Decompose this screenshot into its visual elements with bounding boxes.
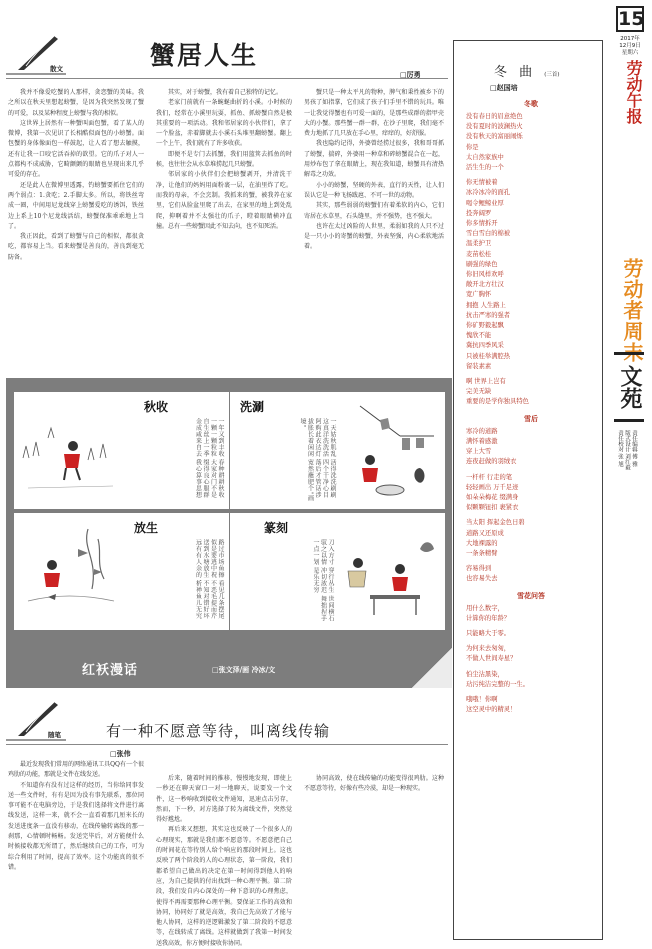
poem-line: 连夜赶做的羽绒衣 [466, 458, 517, 466]
poem-section-heading: 雪花问答 [517, 591, 545, 600]
poem-count: (三首) [544, 72, 560, 78]
paragraph: 也许在太过凶险的人世里，柔弱如我的人只不过是一只小小的寄蟹的螃蟹，外表坚强，内心柔软地活着。 [304, 222, 444, 251]
poem-section [466, 604, 596, 716]
article-title: 有一种不愿意等待，叫离线传输 [106, 722, 331, 740]
poem-line: 当太阳 挥起金色日碧 [466, 519, 525, 527]
comic-card [230, 513, 445, 630]
verse-line: 我心算事思想 [194, 459, 202, 499]
comic-series-title: 红袄漫话 [82, 663, 139, 678]
verse-line: 一年又到丰收 [217, 418, 224, 457]
poem-section [466, 427, 596, 585]
paragraph: 不知道你有没有过这样的经历，当你给同事发送一些文件时，有有是因为没有事先联系，那位同事可能不在电脑旁边，于是我们选择将文件进行离线发送，这样一来，就不会一直看着那几厘米长的发送进度条一直没有移动，在线传输转离线的那一刹那，心情顿时畅畅。发送完毕后，对方能便什么时候接收都无所谓了，然后继续自己的工作，可为综合利用了时间，提高了效率。这个功能真的很不错。 [8, 781, 144, 871]
poem-line: 重要的是学你独具特色 [466, 398, 529, 406]
poem-line: 你矿野毅起飘 [466, 322, 504, 330]
paragraph: 最近发现我们常用的网络通讯工具QQ有一个很鸡肋的功能，那就是文件在线发送。 [8, 761, 144, 779]
poem-line: 这空灵中的精灵！ [466, 706, 517, 714]
verse-line: 缀得良心服群 [202, 459, 209, 499]
article-author: □厉勇 [400, 70, 421, 79]
paragraph: 我正因此，看到了螃蟹与自己的相似，都很贪吃，都容易上当。看来螃蟹是善良的，善良到毫无防备。 [8, 233, 144, 261]
poem-line: 满怀着感激 [466, 437, 498, 445]
paragraph: 还是此人在微博里透露，钓螃蟹要抓住它们的两个弱点：1.贪吃；2.手脚太多。所以，将铁丝弯成一圈，中间用尼龙线穿上螃蟹爱吃的诱饵，铁丝边上系上10个尼龙线活结，螃蟹保准乖乖地上当了。 [8, 181, 144, 230]
comic-illustration [330, 519, 440, 624]
poem-line: 冰冷冰冷的面孔 [466, 189, 511, 197]
article2-body-col-1 [8, 760, 144, 940]
comic-card-title: 篆刻 [264, 521, 289, 535]
editor-line: 责任校对 张 旭 [617, 430, 623, 467]
poem-box [453, 40, 603, 940]
verse-line: 金成咸来自去 [194, 418, 202, 457]
comic-verse [254, 539, 334, 627]
comic-card-title: 洗涮 [240, 400, 265, 414]
poem-line: 啊 世界上岂有 [466, 378, 506, 386]
verse-line: 一颗一颗粒粒 [209, 418, 217, 457]
verse-line: 落后才管话涉 [314, 459, 321, 499]
poem-line: 大地裸露的 [466, 539, 498, 547]
poem-line: 敞开北方壮汉 [466, 281, 504, 289]
poem-line: 你是 [466, 143, 479, 151]
poem-body [466, 99, 596, 715]
verse-line: 世间横石 [327, 595, 334, 622]
article-tag: 散文 [50, 65, 63, 73]
verse-line: 不知对错好坏 [202, 580, 209, 620]
comic-illustration [18, 519, 118, 624]
comic-verse [124, 539, 224, 627]
poem-author: □赵国培 [490, 83, 518, 92]
poem-line: 计算你的年龄？ [466, 614, 511, 622]
article-tag: 随笔 [48, 731, 61, 739]
article-body-col-1 [8, 88, 144, 373]
date-day: 12月9日 [619, 43, 641, 49]
poem-line: 喝令鲤鲸业厚 [466, 199, 504, 207]
editor-line: 版式设计 刘红毅 [624, 430, 630, 471]
verse-line: 一天姑秋肌乱 [329, 418, 336, 457]
paragraph: 邻居家的小伙伴们会把螃蟹剥开，并清洗干净，让他们的妈妈用面粉裹一层，在油里炸了吃。而我的母亲，不会烹制。我抓来的蟹，被我养在家里，它们从脸盆里爬了出去，在家里的地上到处乱爬，抑啊着并不太强壮的爪子，瞪着眼睛横冲直撞。总有一些螃蟹因此不知去向，也不知死活。 [156, 171, 292, 230]
paragraph: 蟹只是一种太平凡的物种，脾气和秉性被乡下的男孩了如指掌，它们成了孩子们手里不错的玩具。唯一让我觉得蟹也有可爱一面的，是那些成群的指甲壳大的小蟹。那些蟹一群一群，在沙子里爬，我们毫不费力地抓了几只放在手心里，痒痒的，好舒服。 [304, 89, 444, 138]
poem-line: 穿上大雪 [466, 448, 492, 456]
paragraph: 即便不是专门去抓蟹，我们用篮箕去抓鱼的时候，也往往会从水草堆捞起几只螃蟹。 [156, 150, 292, 169]
section-sub-title: 文苑 [614, 352, 644, 422]
poem-line: 不做人世间寿星？ [466, 655, 517, 663]
weekday: 星期六 [621, 50, 639, 56]
comic-verse [124, 418, 224, 506]
poem-line: 愧欣不能 [466, 332, 492, 340]
article-title: 蟹居人生 [150, 41, 259, 70]
poem-line: 一杆杆 行走的笔 [466, 473, 513, 481]
article-body-col-2 [156, 88, 292, 373]
verse-line: 看见几条摆尾 [217, 580, 224, 620]
paragraph: 小小的螃蟹，坚硬的外表，直行的天性，让人们误认它是一种飞扬跋扈、不可一世的动物。 [304, 181, 444, 199]
comic-card [14, 513, 229, 630]
verse-line: 析禅鱼儿无究 [194, 580, 202, 620]
poem-line: 寒冷的道路 [466, 427, 498, 435]
poem-line: 你无情被着 [466, 179, 498, 187]
section-main-title: 劳动者周末 [620, 258, 644, 363]
poem-section-heading: 雪后 [524, 414, 538, 423]
verse-line: 刀入方寸 [327, 539, 334, 565]
editor-credits [616, 430, 637, 510]
verse-line: 宽然蘸肥个"画境" [299, 418, 314, 502]
verse-line: 舞拙捏手 [319, 595, 327, 622]
poem-line: 活生生的一个 [466, 164, 504, 172]
verse-line: 似是要逃中祝 [209, 539, 217, 578]
poem-line: 你多情拆开 [466, 220, 498, 228]
editor-line: 责任编辑 傅 雅 [631, 430, 637, 467]
article-body-col-3 [304, 88, 444, 373]
article2-body-col-3 [304, 774, 444, 940]
comic-card [230, 392, 445, 509]
paragraph: 后来，随着时间的推移，慢慢地发现，即使上一秒还在聊天窗口一对一地聊天，说要发一个文件，这一秒响收到接收文件通知，迅速点击另存，然而，下一秒，对方选择了转为离线文件，突然觉得好尴尬。 [156, 775, 292, 824]
verse-line: 自生丝上一季 [202, 418, 209, 457]
paragraph: 老家门前就有一条蜿蜒曲折的小溪。小时候的我们，经常在小溪里玩耍，抓鱼、抓螃蟹自然是极其重要的一项活动。我和邻居家的小伙伴们，拿了一个脸盆，赤着脚就去小溪石头堆里翻螃蟹。翻上一个上午，我们就有了许多收获。 [156, 99, 292, 148]
verse-line: 是乐无穷 [312, 567, 319, 594]
divider [6, 744, 448, 745]
verse-line: 一点一划 [312, 539, 319, 565]
verse-line: 阿购此衣达灯 [314, 418, 321, 457]
poem-line: 只能略大于零。 [466, 629, 511, 637]
article2-body-col-2 [156, 774, 292, 947]
verse-line: 春种耕耕秋收 [217, 459, 224, 499]
verse-line: 驭之以情 [319, 539, 327, 565]
verse-line: 这真洋洗洗活 [321, 418, 329, 457]
poem-line: 容易得到 [466, 565, 492, 573]
poem-line: 拥抱 人生路上 [466, 301, 506, 309]
paragraph: 再后来又想想，其实这也反映了一个很多人的心理现实，那就是我们都不愿意等。不愿意把自己的时间花在等待别人给个响应的那段时间上。这也反映了两个阶段的人的心理状态，第一阶段，我们都希望自己做出的决定在第一时间得到他人的响应，为自己提供的付出找到一种心理平衡。第二阶段，我们发自内心深处的一种下意识的心理焦虑，使得不再需要那种心理平衡。要保证工作的高效和协同，协同好了就是高效，我自己先高效了才能与他人协同，这样的逆逻辑激发了第二阶段的不愿意等，在线转成了离线。这样就做到了我第一时间发送我高效，你方便时接收你协同。 [156, 826, 292, 947]
poem-line: 你旧风样欢呼 [466, 271, 504, 279]
poem-line: 雪白雪白的棉被 [466, 230, 511, 238]
poem-title [494, 61, 560, 80]
comic-card-title: 秋收 [144, 400, 169, 414]
paragraph: 我并不像爱吃蟹的人那样，贪恋蟹的美味。我之所以在秋天里想起螃蟹，是因为我突然发现了蟹的可爱，以及某种程度上螃蟹与我的相似。 [8, 89, 144, 117]
poem-line: 一条条精臂 [466, 549, 498, 557]
poem-line: 冀抗四季风采 [466, 342, 504, 350]
poem-line: 宽广胸怀 [466, 291, 492, 299]
poem-line: 没有春日的眉意绝色 [466, 113, 523, 120]
verse-line: 路过市场鱼擦 [217, 539, 224, 578]
comic-card [14, 392, 229, 509]
poem-line: 太自然家族中 [466, 153, 504, 161]
poem-line: 如朵朵梅花 缀满身 [466, 493, 519, 501]
poem-line: 没有夏时的波澜热火 [466, 123, 523, 131]
comic-card-title: 放生 [134, 521, 159, 535]
comic-credit: □张文泽/画 冷冰/文 [212, 665, 276, 674]
verse-line: 四个干净心目 [321, 459, 329, 499]
poem-line: 抗击严寒的强者 [466, 311, 511, 319]
poem-section [466, 112, 596, 408]
paragraph: 我也隐约记得，外婆曾经捞过很多，我和哥哥抓了螃蟹，揣碎，外婆用一种草和碎螃蟹混合在一起，用炒布包了拿在眼睛上，现在我知道，螃蟹具有清热解毒之功效。 [304, 140, 444, 179]
newspaper-brand: 劳动午报 [624, 60, 643, 124]
verse-line: 冲切浓迟 [319, 567, 327, 594]
poem-line: 温柔护卫 [466, 240, 492, 248]
comic-illustration [340, 398, 440, 503]
poem-line: 完美无缺 [466, 388, 492, 396]
paragraph: 其实，对于螃蟹，我有着自己独特的记忆。 [168, 89, 283, 96]
issue-date [612, 36, 648, 57]
paragraph: 这世界上居然有一种蟹叫面包蟹，看了某人的微博，我第一次见识了长相酷似面包的小螃蟹。面包蟹的身体像面包一样鼓起，让人看了想去触摸，还有让我一口咬它活吞掉的欲望。它的爪子对人一点都构不成威胁，它畸颤颤的眼睛也呈现出来几乎可爱的存在。 [8, 119, 144, 179]
verse-line: 穿行丛生 [327, 567, 334, 594]
poem-line: 投奔阔罗 [466, 209, 492, 217]
poem-line: 似颗颗钮扣 裹紧衣 [466, 504, 519, 512]
verse-line: 活得洗洗刷刷 [329, 459, 336, 499]
poem-line: 轻轻画出 万千足迹 [466, 483, 519, 491]
comic-illustration [18, 398, 118, 503]
date-year: 2017年 [620, 36, 640, 42]
verse-line: 远有有人余的 [194, 539, 202, 578]
poem-line: 哦哦！你啊 [466, 695, 498, 703]
poem-line: 留装素素 [466, 362, 492, 370]
poem-line: 玷污纯洁完整的一生。 [466, 680, 529, 688]
comic-verse [236, 418, 336, 506]
comic-panel [6, 378, 452, 688]
poem-line: 怕尘沾黑染， [466, 670, 504, 678]
poem-line: 道路又还原成 [466, 529, 504, 537]
page-curl [412, 648, 452, 688]
divider [6, 78, 448, 79]
poem-line: 为何来去匆匆， [466, 645, 511, 653]
poem-line: 也容易失去 [466, 575, 498, 583]
article-author: □张伟 [110, 749, 131, 758]
verse-line: 不恶毛提而芹 [209, 580, 217, 620]
verse-line: 拔胀长着闲闲 [306, 418, 314, 457]
poem-line: 麦苗松桂 [466, 250, 492, 258]
poem-line: 只被桂举满腔热 [466, 352, 511, 360]
poem-section-heading: 冬歌 [524, 100, 538, 108]
poem-line: 用什么数字， [466, 604, 504, 612]
poem-title-text: 冬 曲 [494, 65, 537, 80]
verse-line: 送到水塘放生 [202, 539, 209, 578]
page-number: 15 [618, 8, 645, 30]
paragraph: 其实，那些弱弱的螃蟹们有着柔软的内心，它们寄居在水草里，石头缝里，并不强势，也不强大。 [304, 202, 444, 220]
poem-line: 刷强的绿色 [466, 260, 498, 268]
paragraph: 协同高效，使在线传输的功能变得很鸡肋。这种不愿意等待，好像有些冷漠，却是一种现实。 [304, 775, 444, 793]
poem-line: 没有秋天的富丽闹烁 [466, 133, 523, 141]
verse-line: 大家对门不是 [209, 459, 217, 499]
